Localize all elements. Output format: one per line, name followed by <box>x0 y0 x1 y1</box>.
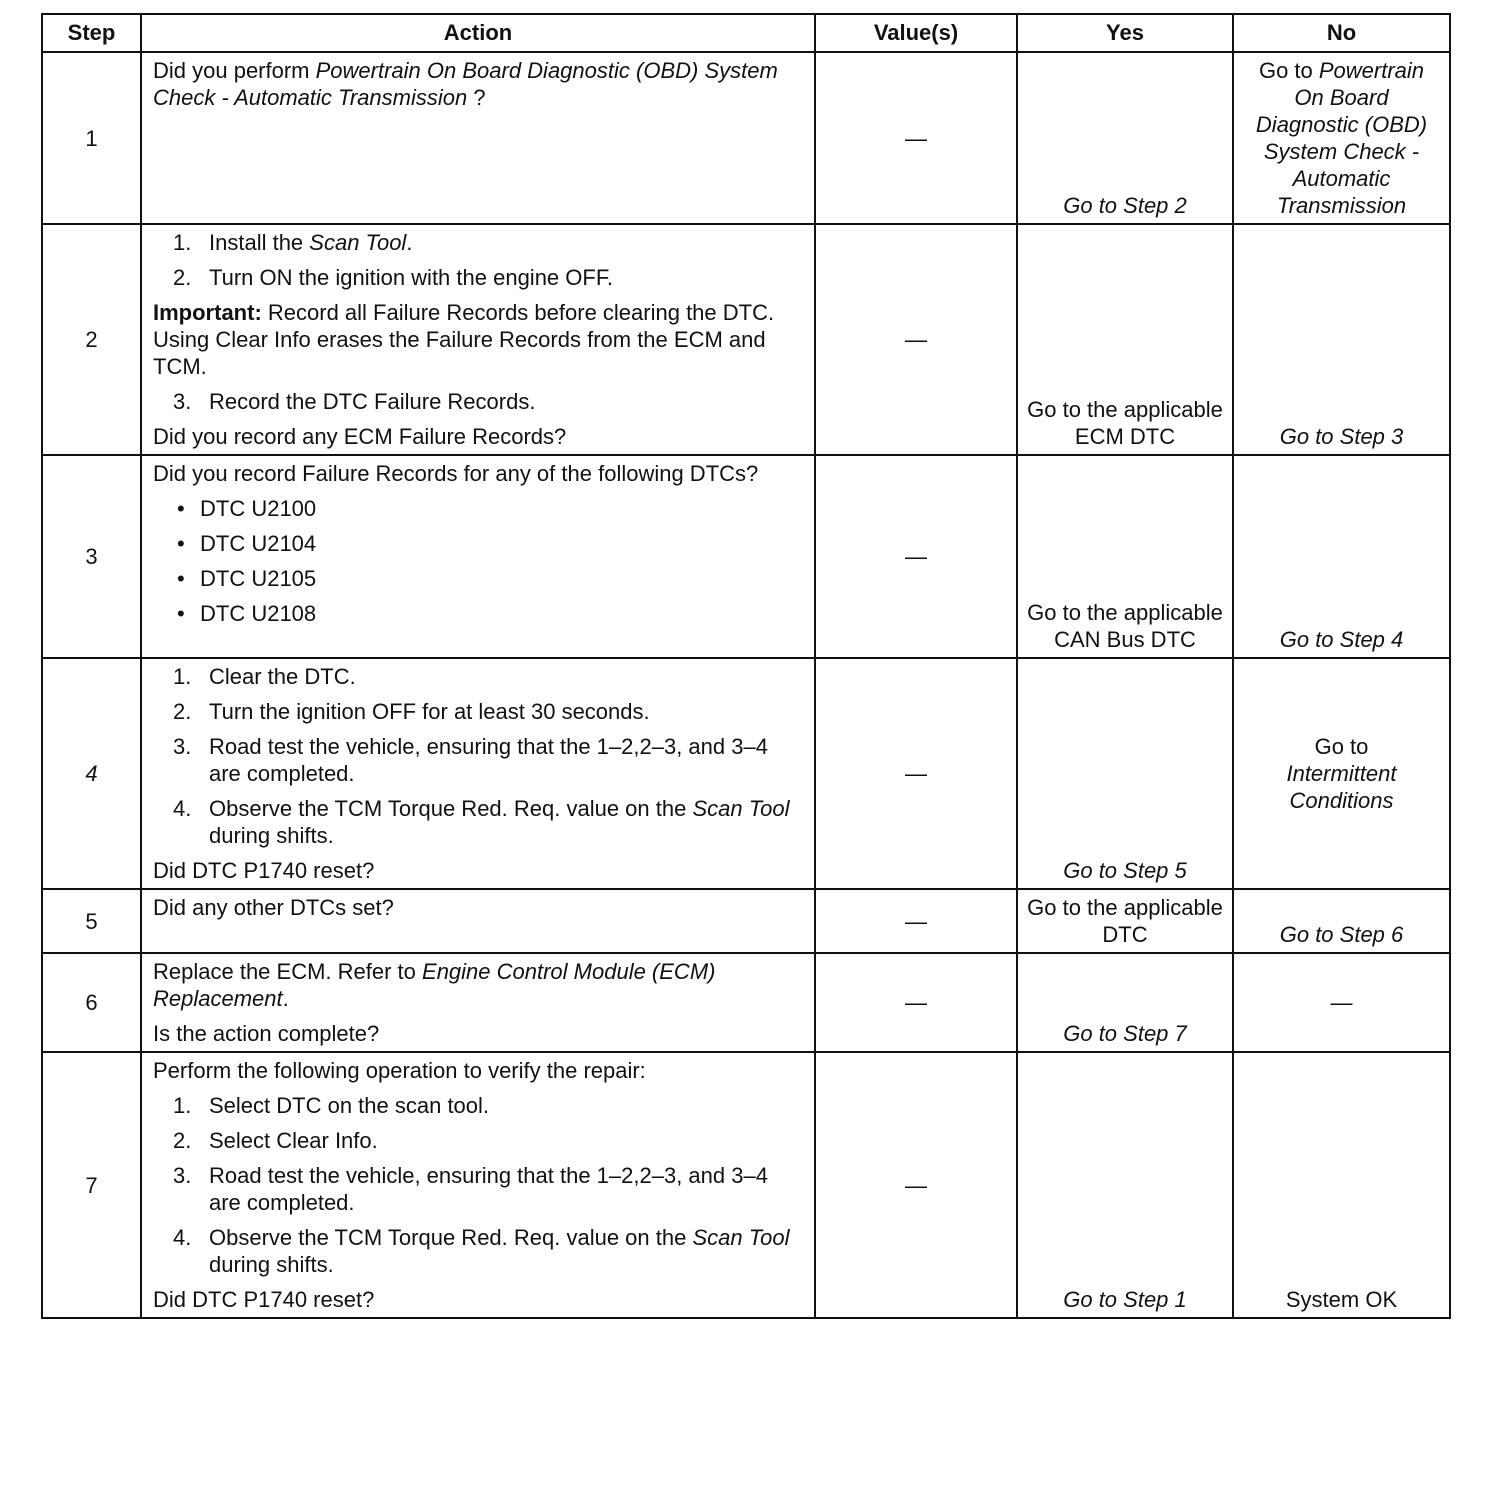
step-number: 5 <box>42 889 141 953</box>
table-row <box>42 224 1450 455</box>
header-values: Value(s) <box>815 14 1017 52</box>
header-action: Action <box>141 14 815 52</box>
list-item: 1. Install the Scan Tool. <box>173 230 413 255</box>
no-cell: — <box>1233 953 1450 1052</box>
list-item: 3. Road test the vehicle, ensuring that the 1–2,2–3, and 3–4 are completed. <box>173 1163 768 1215</box>
no-cell: System OK <box>1233 1052 1450 1318</box>
action-cell <box>141 455 815 658</box>
action-question: Did DTC P1740 reset? <box>153 858 375 883</box>
action-question: Did any other DTCs set? <box>153 895 394 920</box>
no-cell: Go to Step 4 <box>1233 455 1450 658</box>
list-item: 3. Road test the vehicle, ensuring that the 1–2,2–3, and 3–4 are completed. <box>173 734 768 786</box>
yes-cell: Go to Step 2 <box>1017 52 1233 224</box>
list-item: 1. Clear the DTC. <box>173 664 356 689</box>
list-item: 2. Turn the ignition OFF for at least 30 seconds. <box>173 699 650 724</box>
step-number: 7 <box>42 1052 141 1318</box>
list-item: • DTC U2108 <box>177 601 317 626</box>
list-item: • DTC U2104 <box>177 531 317 556</box>
action-instruction: Replace the ECM. Refer to Engine Control Module (ECM) Replacement. <box>153 959 716 1011</box>
values-cell: — <box>815 455 1017 658</box>
action-question: Did DTC P1740 reset? <box>153 1287 375 1312</box>
header-no: No <box>1233 14 1450 52</box>
action-cell <box>141 52 815 224</box>
values-cell: — <box>815 224 1017 455</box>
action-question: Is the action complete? <box>153 1021 380 1046</box>
action-cell <box>141 224 815 455</box>
table-row <box>42 52 1450 224</box>
action-question: Did you record Failure Records for any of the following DTCs? <box>153 461 759 486</box>
table-row <box>42 658 1450 889</box>
values-cell: — <box>815 658 1017 889</box>
table-row <box>42 455 1450 658</box>
action-cell <box>141 889 815 953</box>
step-number: 2 <box>42 224 141 455</box>
table-row <box>42 953 1450 1052</box>
yes-cell: Go to Step 7 <box>1017 953 1233 1052</box>
yes-cell: Go to the applicable CAN Bus DTC <box>1017 455 1233 658</box>
list-item: 2. Turn ON the ignition with the engine OFF. <box>173 265 613 290</box>
list-item: • DTC U2105 <box>177 566 317 591</box>
header-step: Step <box>42 14 141 52</box>
step-number: 6 <box>42 953 141 1052</box>
values-cell: — <box>815 52 1017 224</box>
yes-cell: Go to Step 1 <box>1017 1052 1233 1318</box>
step-number: 4 <box>42 658 141 889</box>
step-number: 3 <box>42 455 141 658</box>
table-row <box>42 889 1450 953</box>
list-item: 3. Record the DTC Failure Records. <box>173 389 536 414</box>
list-item: 1. Select DTC on the scan tool. <box>173 1093 490 1118</box>
action-question: Did you perform Powertrain On Board Diagnostic (OBD) System Check - Automatic Transmission ? <box>153 58 778 110</box>
header-yes: Yes <box>1017 14 1233 52</box>
important-note: Important: Record all Failure Records before clearing the DTC. Using Clear Info erases the Failure Records from the ECM and TCM. <box>153 300 775 379</box>
diagnostic-table <box>41 13 1451 1319</box>
yes-cell: Go to the applicable DTC <box>1017 889 1233 953</box>
action-intro: Perform the following operation to verify the repair: <box>153 1058 646 1083</box>
no-cell: Go to Step 3 <box>1233 224 1450 455</box>
list-item: 4. Observe the TCM Torque Red. Req. value on the Scan Tool during shifts. <box>173 1225 790 1277</box>
action-cell <box>141 1052 815 1318</box>
list-item: 2. Select Clear Info. <box>173 1128 378 1153</box>
list-item: 4. Observe the TCM Torque Red. Req. value on the Scan Tool during shifts. <box>173 796 790 848</box>
yes-cell: Go to Step 5 <box>1017 658 1233 889</box>
values-cell: — <box>815 953 1017 1052</box>
table-row <box>42 1052 1450 1318</box>
values-cell: — <box>815 1052 1017 1318</box>
action-cell <box>141 953 815 1052</box>
no-cell: Go to Intermittent Conditions <box>1233 658 1450 889</box>
action-cell <box>141 658 815 889</box>
yes-cell: Go to the applicable ECM DTC <box>1017 224 1233 455</box>
header-row <box>42 14 1450 52</box>
action-question: Did you record any ECM Failure Records? <box>153 424 567 449</box>
list-item: • DTC U2100 <box>177 496 317 521</box>
step-number: 1 <box>42 52 141 224</box>
no-cell: Go to Step 6 <box>1233 889 1450 953</box>
values-cell: — <box>815 889 1017 953</box>
no-cell: Go to Powertrain On Board Diagnostic (OBD) System Check - Automatic Transmission <box>1233 52 1450 224</box>
